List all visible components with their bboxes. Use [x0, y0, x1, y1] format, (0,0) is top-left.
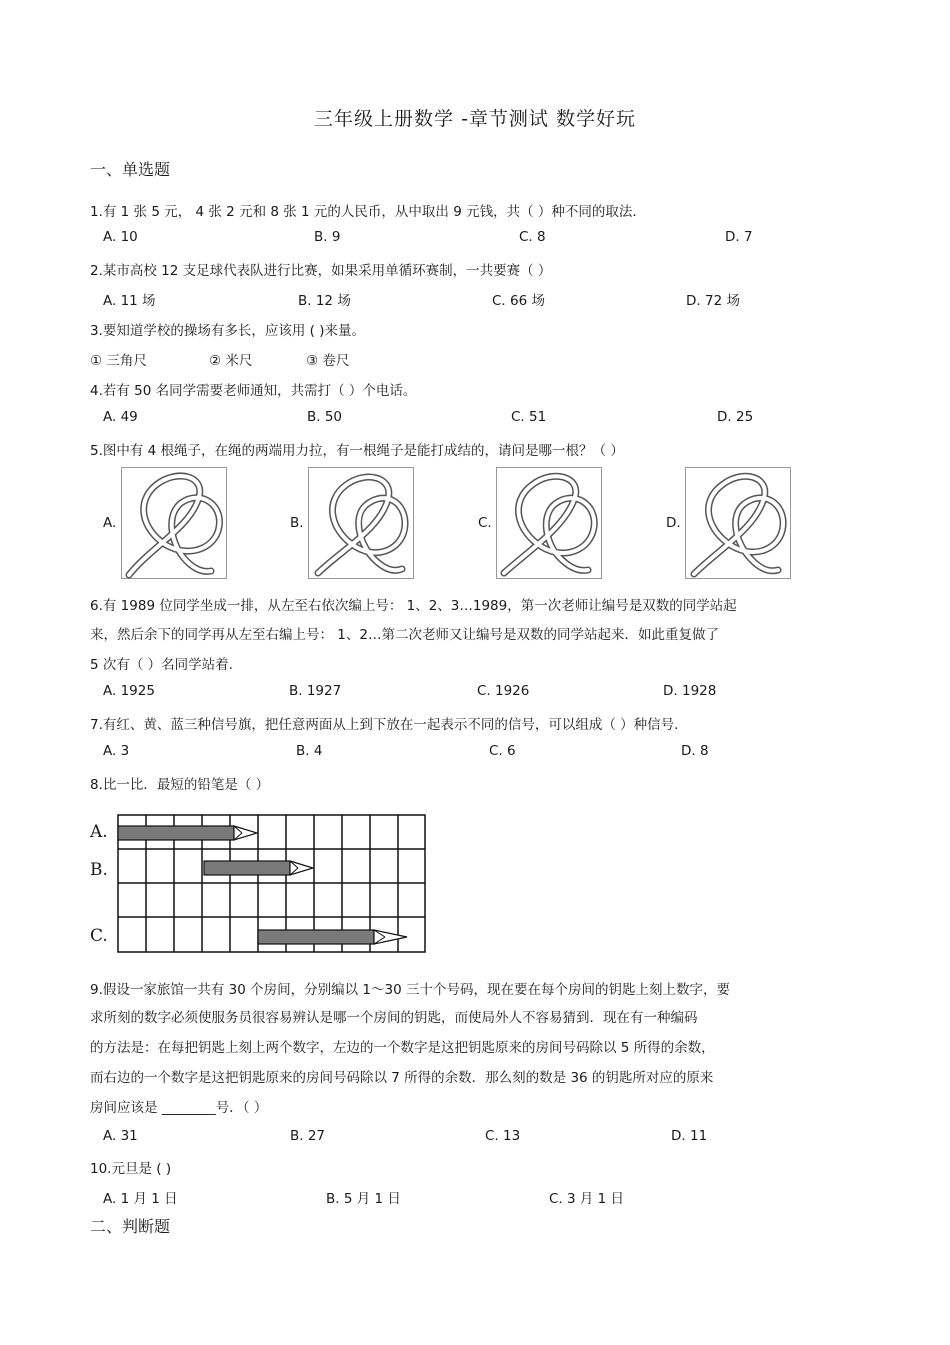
q1-option-d[interactable]: D. 7: [725, 229, 753, 245]
q9-option-a[interactable]: A. 31: [103, 1128, 138, 1144]
section-heading-single-choice: 一、单选题: [90, 160, 171, 179]
q5-option-a[interactable]: A.: [103, 515, 117, 531]
question-9-line-1: 9.假设一家旅馆一共有 30 个房间，分别编以 1～30 三十个号码，现在要在每个房间的钥匙上刻上数字，要: [90, 982, 730, 998]
q7-option-b[interactable]: B. 4: [296, 743, 323, 759]
question-9-line-2: 求所刻的数字必须使服务员很容易辨认是哪一个房间的钥匙，而使局外人不容易猜到．现在有一种编码: [90, 1010, 698, 1026]
q2-option-c[interactable]: C. 66 场: [492, 293, 545, 309]
question-3: 3.要知道学校的操场有多长，应该用 ( )来量。: [90, 323, 365, 339]
page-title: 三年级上册数学 -章节测试 数学好玩: [314, 108, 636, 130]
knot-image-c[interactable]: [496, 467, 602, 579]
q4-option-d[interactable]: D. 25: [717, 409, 754, 425]
knot-image-d[interactable]: [685, 467, 791, 579]
pencil-label-b: B.: [90, 860, 108, 880]
q2-option-a[interactable]: A. 11 场: [103, 293, 156, 309]
rope-outline: [504, 476, 594, 573]
q4-option-b[interactable]: B. 50: [307, 409, 343, 425]
q5-option-d[interactable]: D.: [666, 515, 681, 531]
question-6-line-3: 5 次有（ ）名同学站着.: [90, 657, 233, 673]
knot-image-a[interactable]: [121, 467, 227, 579]
question-9-line-4: 而右边的一个数字是这把钥匙原来的房间号码除以 7 所得的余数．那么刻的数是 36 的钥匙所对应的原来: [90, 1070, 714, 1086]
question-8: 8.比一比．最短的铅笔是（ ）: [90, 777, 270, 793]
question-9-line-5: 房间应该是 ________号．（ ）: [90, 1100, 268, 1116]
question-10: 10.元旦是 ( ): [90, 1161, 172, 1177]
q10-option-c[interactable]: C. 3 月 1 日: [549, 1191, 625, 1207]
q6-option-d[interactable]: D. 1928: [663, 683, 717, 699]
q3-option-1[interactable]: ① 三角尺: [90, 353, 147, 369]
q9-option-b[interactable]: B. 27: [290, 1128, 326, 1144]
q10-option-b[interactable]: B. 5 月 1 日: [326, 1191, 401, 1207]
question-6-line-1: 6.有 1989 位同学坐成一排，从左至右依次编上号： 1、2、3…1989，第一次老师让编号是双数的同学站起: [90, 598, 737, 614]
q7-option-c[interactable]: C. 6: [489, 743, 516, 759]
question-2: 2.某市高校 12 支足球代表队进行比赛，如果采用单循环赛制，一共要赛（ ）: [90, 263, 552, 279]
rope-outline: [318, 477, 405, 573]
q1-option-c[interactable]: C. 8: [519, 229, 546, 245]
q5-option-b[interactable]: B.: [290, 515, 304, 531]
q1-option-b[interactable]: B. 9: [314, 229, 341, 245]
q10-option-a[interactable]: A. 1 月 1 日: [103, 1191, 178, 1207]
question-5: 5.图中有 4 根绳子，在绳的两端用力拉，有一根绳子是能打成结的，请问是哪一根？（ ）: [90, 443, 624, 459]
q6-option-a[interactable]: A. 1925: [103, 683, 155, 699]
q3-option-3[interactable]: ③ 卷尺: [306, 353, 350, 369]
question-7: 7.有红、黄、蓝三种信号旗，把任意两面从上到下放在一起表示不同的信号，可以组成（ ）种信号.: [90, 717, 679, 733]
question-6-line-2: 来，然后余下的同学再从左至右编上号： 1、2…第二次老师又让编号是双数的同学站起来．如此重复做了: [90, 627, 719, 643]
q9-option-c[interactable]: C. 13: [485, 1128, 521, 1144]
pencil-b: [204, 861, 313, 875]
q9-option-d[interactable]: D. 11: [671, 1128, 708, 1144]
q1-option-a[interactable]: A. 10: [103, 229, 138, 245]
q5-option-c[interactable]: C.: [478, 515, 492, 531]
q2-option-b[interactable]: B. 12 场: [298, 293, 351, 309]
q2-option-d[interactable]: D. 72 场: [686, 293, 740, 309]
q6-option-c[interactable]: C. 1926: [477, 683, 530, 699]
knot-image-b[interactable]: [308, 467, 414, 579]
section-heading-true-false: 二、判断题: [90, 1217, 171, 1236]
question-1: 1.有 1 张 5 元， 4 张 2 元和 8 张 1 元的人民币，从中取出 9 元钱，共（ ）种不同的取法.: [90, 204, 637, 220]
question-9-line-3: 的方法是：在每把钥匙上刻上两个数字，左边的一个数字是这把钥匙原来的房间号码除以 5 所得的余数，: [90, 1040, 715, 1056]
q7-option-d[interactable]: D. 8: [681, 743, 709, 759]
q6-option-b[interactable]: B. 1927: [289, 683, 342, 699]
q4-option-a[interactable]: A. 49: [103, 409, 138, 425]
pencil-a: [118, 826, 257, 840]
pencil-c: [258, 930, 407, 944]
q3-option-2[interactable]: ② 米尺: [209, 353, 253, 369]
pencil-label-a: A.: [90, 822, 108, 842]
question-4: 4.若有 50 名同学需要老师通知，共需打（ ）个电话。: [90, 383, 417, 399]
pencil-grid: [117, 814, 427, 954]
pencil-label-c: C.: [90, 926, 108, 946]
q7-option-a[interactable]: A. 3: [103, 743, 130, 759]
q4-option-c[interactable]: C. 51: [511, 409, 547, 425]
